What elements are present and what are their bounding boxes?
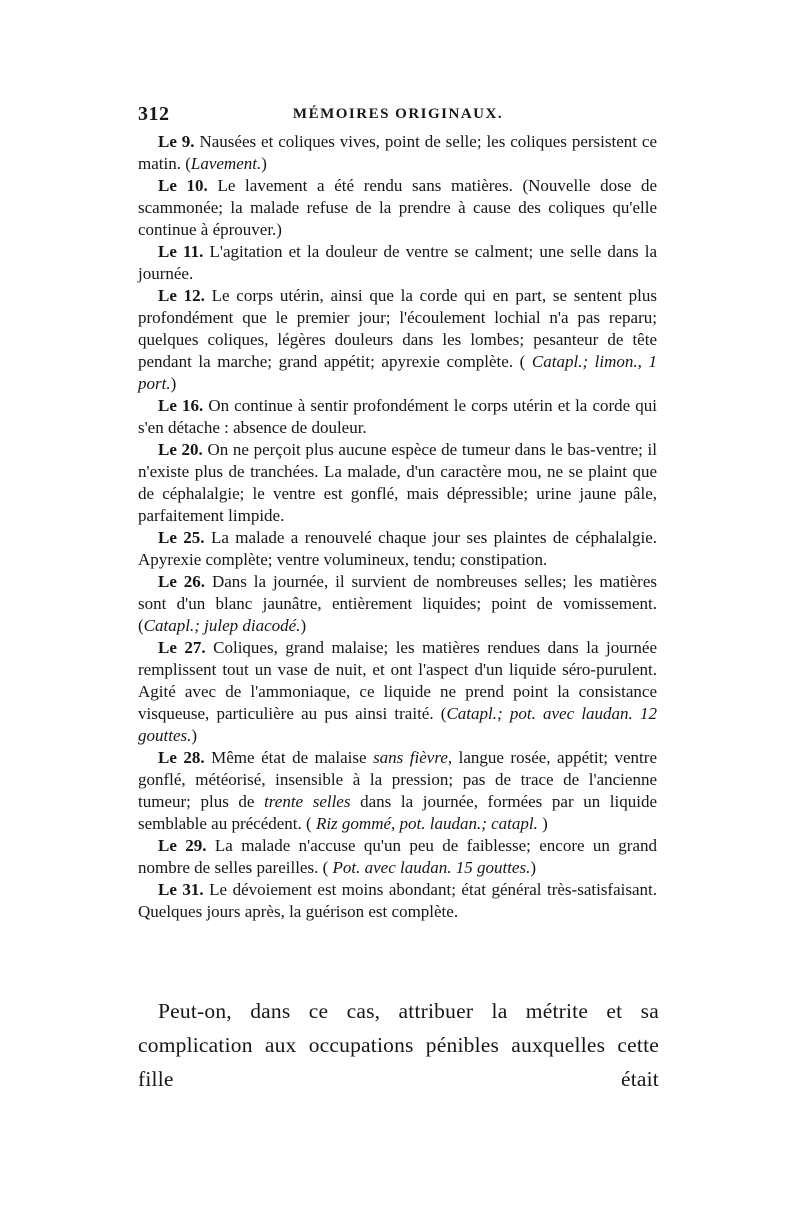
entry-text: Même état de malaise — [204, 748, 374, 767]
entry-text: , langue rosée, appétit; ventre gonflé, météorisé, insensible à la pression; pas de trace de l'ancienne tumeur; plus de — [138, 748, 657, 811]
entry-text: ) — [530, 858, 536, 877]
entry-date: Le 29. — [158, 836, 207, 855]
entry-date: Le 12. — [158, 286, 205, 305]
entry-text: La malade n'accuse qu'un peu de faiblesse; encore un grand nombre de selles pareilles. ( — [138, 836, 657, 877]
entry-date: Le 9. — [158, 132, 195, 151]
clinical-entry — [138, 285, 657, 395]
entry-text: Le corps utérin, ainsi que la corde qui en part, se sentent plus profondément que le premier jour; l'écoulement lochial n'a pas reparu; quelques coliques, légères douleurs dans les lombes; pesanteur de tête pendant la marche; grand appétit; apyrexie complète. ( — [138, 286, 657, 371]
entry-date: Le 27. — [158, 638, 206, 657]
clinical-entry — [138, 175, 657, 241]
entry-text: ) — [261, 154, 267, 173]
prescription-text: Catapl.; pot. avec laudan. 12 gouttes. — [138, 704, 658, 745]
clinical-entry — [138, 439, 657, 527]
clinical-entry — [138, 571, 657, 637]
entry-text: Le dévoiement est moins abondant; état général très-satisfaisant. Quelques jours après, la guérison est complète. — [138, 880, 657, 921]
entry-text: On ne perçoit plus aucune espèce de tumeur dans le bas-ventre; il n'existe plus de tranchées. La malade, d'un caractère mou, ne se plaint que de céphalalgie; le ventre est gonflé, mais dépressible; urine jaune pâle, parfaitement limpide. — [138, 440, 658, 525]
clinical-entry — [138, 131, 657, 175]
entry-date: Le 25. — [158, 528, 205, 547]
entry-text: Le lavement a été rendu sans matières. (Nouvelle dose de scammonée; la malade refuse de la prendre à cause des coliques qu'elle continue à éprouver.) — [138, 176, 657, 239]
prescription-text: sans fièvre — [373, 748, 448, 767]
clinical-entry — [138, 527, 657, 571]
concluding-paragraph — [138, 994, 659, 1096]
page-header — [138, 103, 658, 129]
entry-date: Le 10. — [158, 176, 208, 195]
entry-date: Le 31. — [158, 880, 204, 899]
concluding-text: Peut-on, dans ce cas, attribuer la métrite et sa complication aux occupations pénibles auxquelles cette fille était — [138, 999, 659, 1091]
entry-date: Le 20. — [158, 440, 203, 459]
prescription-text: trente selles — [264, 792, 351, 811]
entry-text: dans la journée, formées par un liquide semblable au précédent. ( — [138, 792, 658, 833]
entry-date: Le 11. — [158, 242, 204, 261]
page-number: 312 — [138, 103, 170, 125]
entry-text: Nausées et coliques vives, point de selle; les coliques persistent ce matin. ( — [138, 132, 657, 173]
clinical-entry — [138, 747, 657, 835]
entry-text: Coliques, grand malaise; les matières rendues dans la journée remplissent tout un vase de nuit, et ont l'aspect d'un liquide séro-purulent. Agité avec de l'ammoniaque, ce liquide ne prend point la consistance visqueuse, particulière au pus ainsi traité. ( — [138, 638, 657, 723]
entry-date: Le 16. — [158, 396, 204, 415]
entry-text: L'agitation et la douleur de ventre se calment; une selle dans la journée. — [138, 242, 657, 283]
entry-text: ) — [537, 814, 548, 833]
prescription-text: Riz gommé, pot. laudan.; catapl. — [315, 814, 538, 833]
prescription-text: Pot. avec laudan. 15 gouttes. — [332, 858, 531, 877]
prescription-text: Catapl.; julep diacodé. — [143, 616, 301, 635]
clinical-entry — [138, 879, 657, 923]
prescription-text: Lavement. — [190, 154, 262, 173]
entry-text: ) — [191, 726, 198, 745]
clinical-entry — [138, 241, 657, 285]
clinical-entry — [138, 395, 657, 439]
entry-text: ) — [300, 616, 307, 635]
prescription-text: Catapl.; limon., 1 port. — [138, 352, 657, 393]
clinical-entry — [138, 637, 657, 747]
case-notes — [138, 131, 657, 923]
entry-text: Dans la journée, il survient de nombreuses selles; les matières sont d'un blanc jaunâtre, entièrement liquides; point de vomissement. ( — [138, 572, 657, 635]
entry-text: On continue à sentir profondément le corps utérin et la corde qui s'en détache : absence de douleur. — [138, 396, 658, 437]
entry-text: La malade a renouvelé chaque jour ses plaintes de céphalalgie. Apyrexie complète; ventre volumineux, tendu; constipation. — [138, 528, 657, 569]
running-head: MÉMOIRES ORIGINAUX. — [292, 106, 504, 122]
clinical-entry — [138, 835, 657, 879]
entry-date: Le 26. — [158, 572, 206, 591]
entry-date: Le 28. — [158, 748, 205, 767]
entry-text: ) — [170, 374, 177, 393]
